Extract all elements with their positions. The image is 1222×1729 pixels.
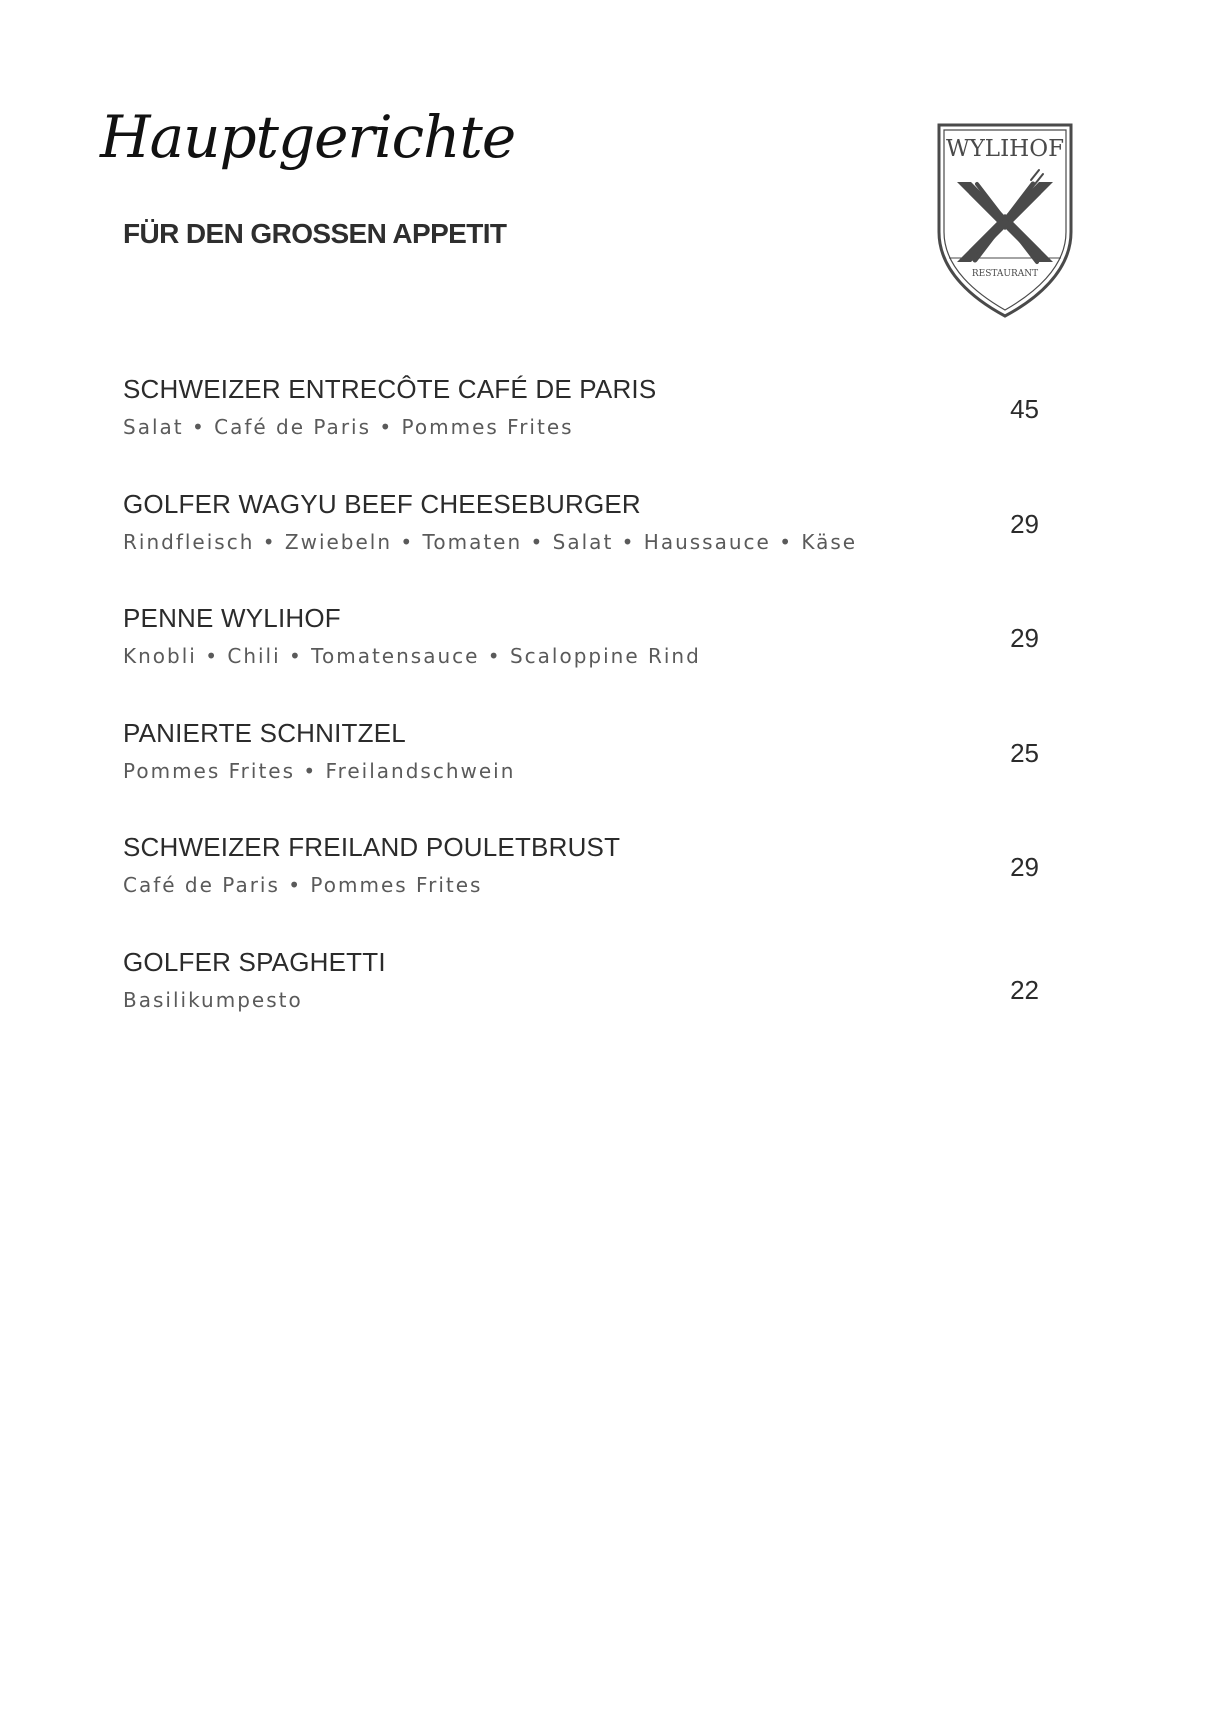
dish-price: 22 (1010, 974, 1039, 1005)
menu-item (123, 832, 1043, 947)
menu-item (123, 718, 1043, 833)
dish-price: 29 (1010, 852, 1039, 883)
dish-name: GOLFER SPAGHETTI (123, 946, 386, 977)
dish-description: Knobli • Chili • Tomatensauce • Scaloppine Rind (123, 644, 701, 669)
dish-description: Basilikumpesto (123, 987, 303, 1012)
menu-item (123, 374, 1043, 489)
script-title: Hauptgerichte (100, 103, 516, 171)
dish-name: PENNE WYLIHOF (123, 603, 341, 634)
dish-price: 45 (1010, 394, 1039, 424)
dish-description: Salat • Café de Paris • Pommes Frites (123, 415, 574, 439)
dish-price: 25 (1010, 737, 1039, 768)
menu-item (123, 489, 1043, 604)
dish-name: SCHWEIZER FREILAND POULETBRUST (123, 832, 621, 863)
dish-name: PANIERTE SCHNITZEL (123, 717, 406, 748)
menu-item (123, 603, 1043, 718)
menu-subtitle: FÜR DEN GROSSEN APPETIT (123, 218, 507, 249)
dish-name: SCHWEIZER ENTRECÔTE CAFÉ DE PARIS (123, 374, 657, 404)
dish-description: Café de Paris • Pommes Frites (123, 873, 483, 898)
dish-price: 29 (1010, 508, 1039, 539)
menu-item (123, 947, 1043, 1062)
menu-list (123, 374, 1043, 1062)
dish-price: 29 (1010, 623, 1039, 654)
logo-name: WYLIHOF (945, 136, 1065, 162)
dish-name: GOLFER WAGYU BEEF CHEESEBURGER (123, 488, 641, 519)
dish-description: Rindfleisch • Zwiebeln • Tomaten • Salat • Haussauce • Käse (123, 529, 858, 554)
dish-description: Pommes Frites • Freilandschwein (123, 758, 516, 783)
logo-tagline: RESTAURANT (971, 269, 1039, 279)
wylihof-logo (935, 122, 1075, 320)
